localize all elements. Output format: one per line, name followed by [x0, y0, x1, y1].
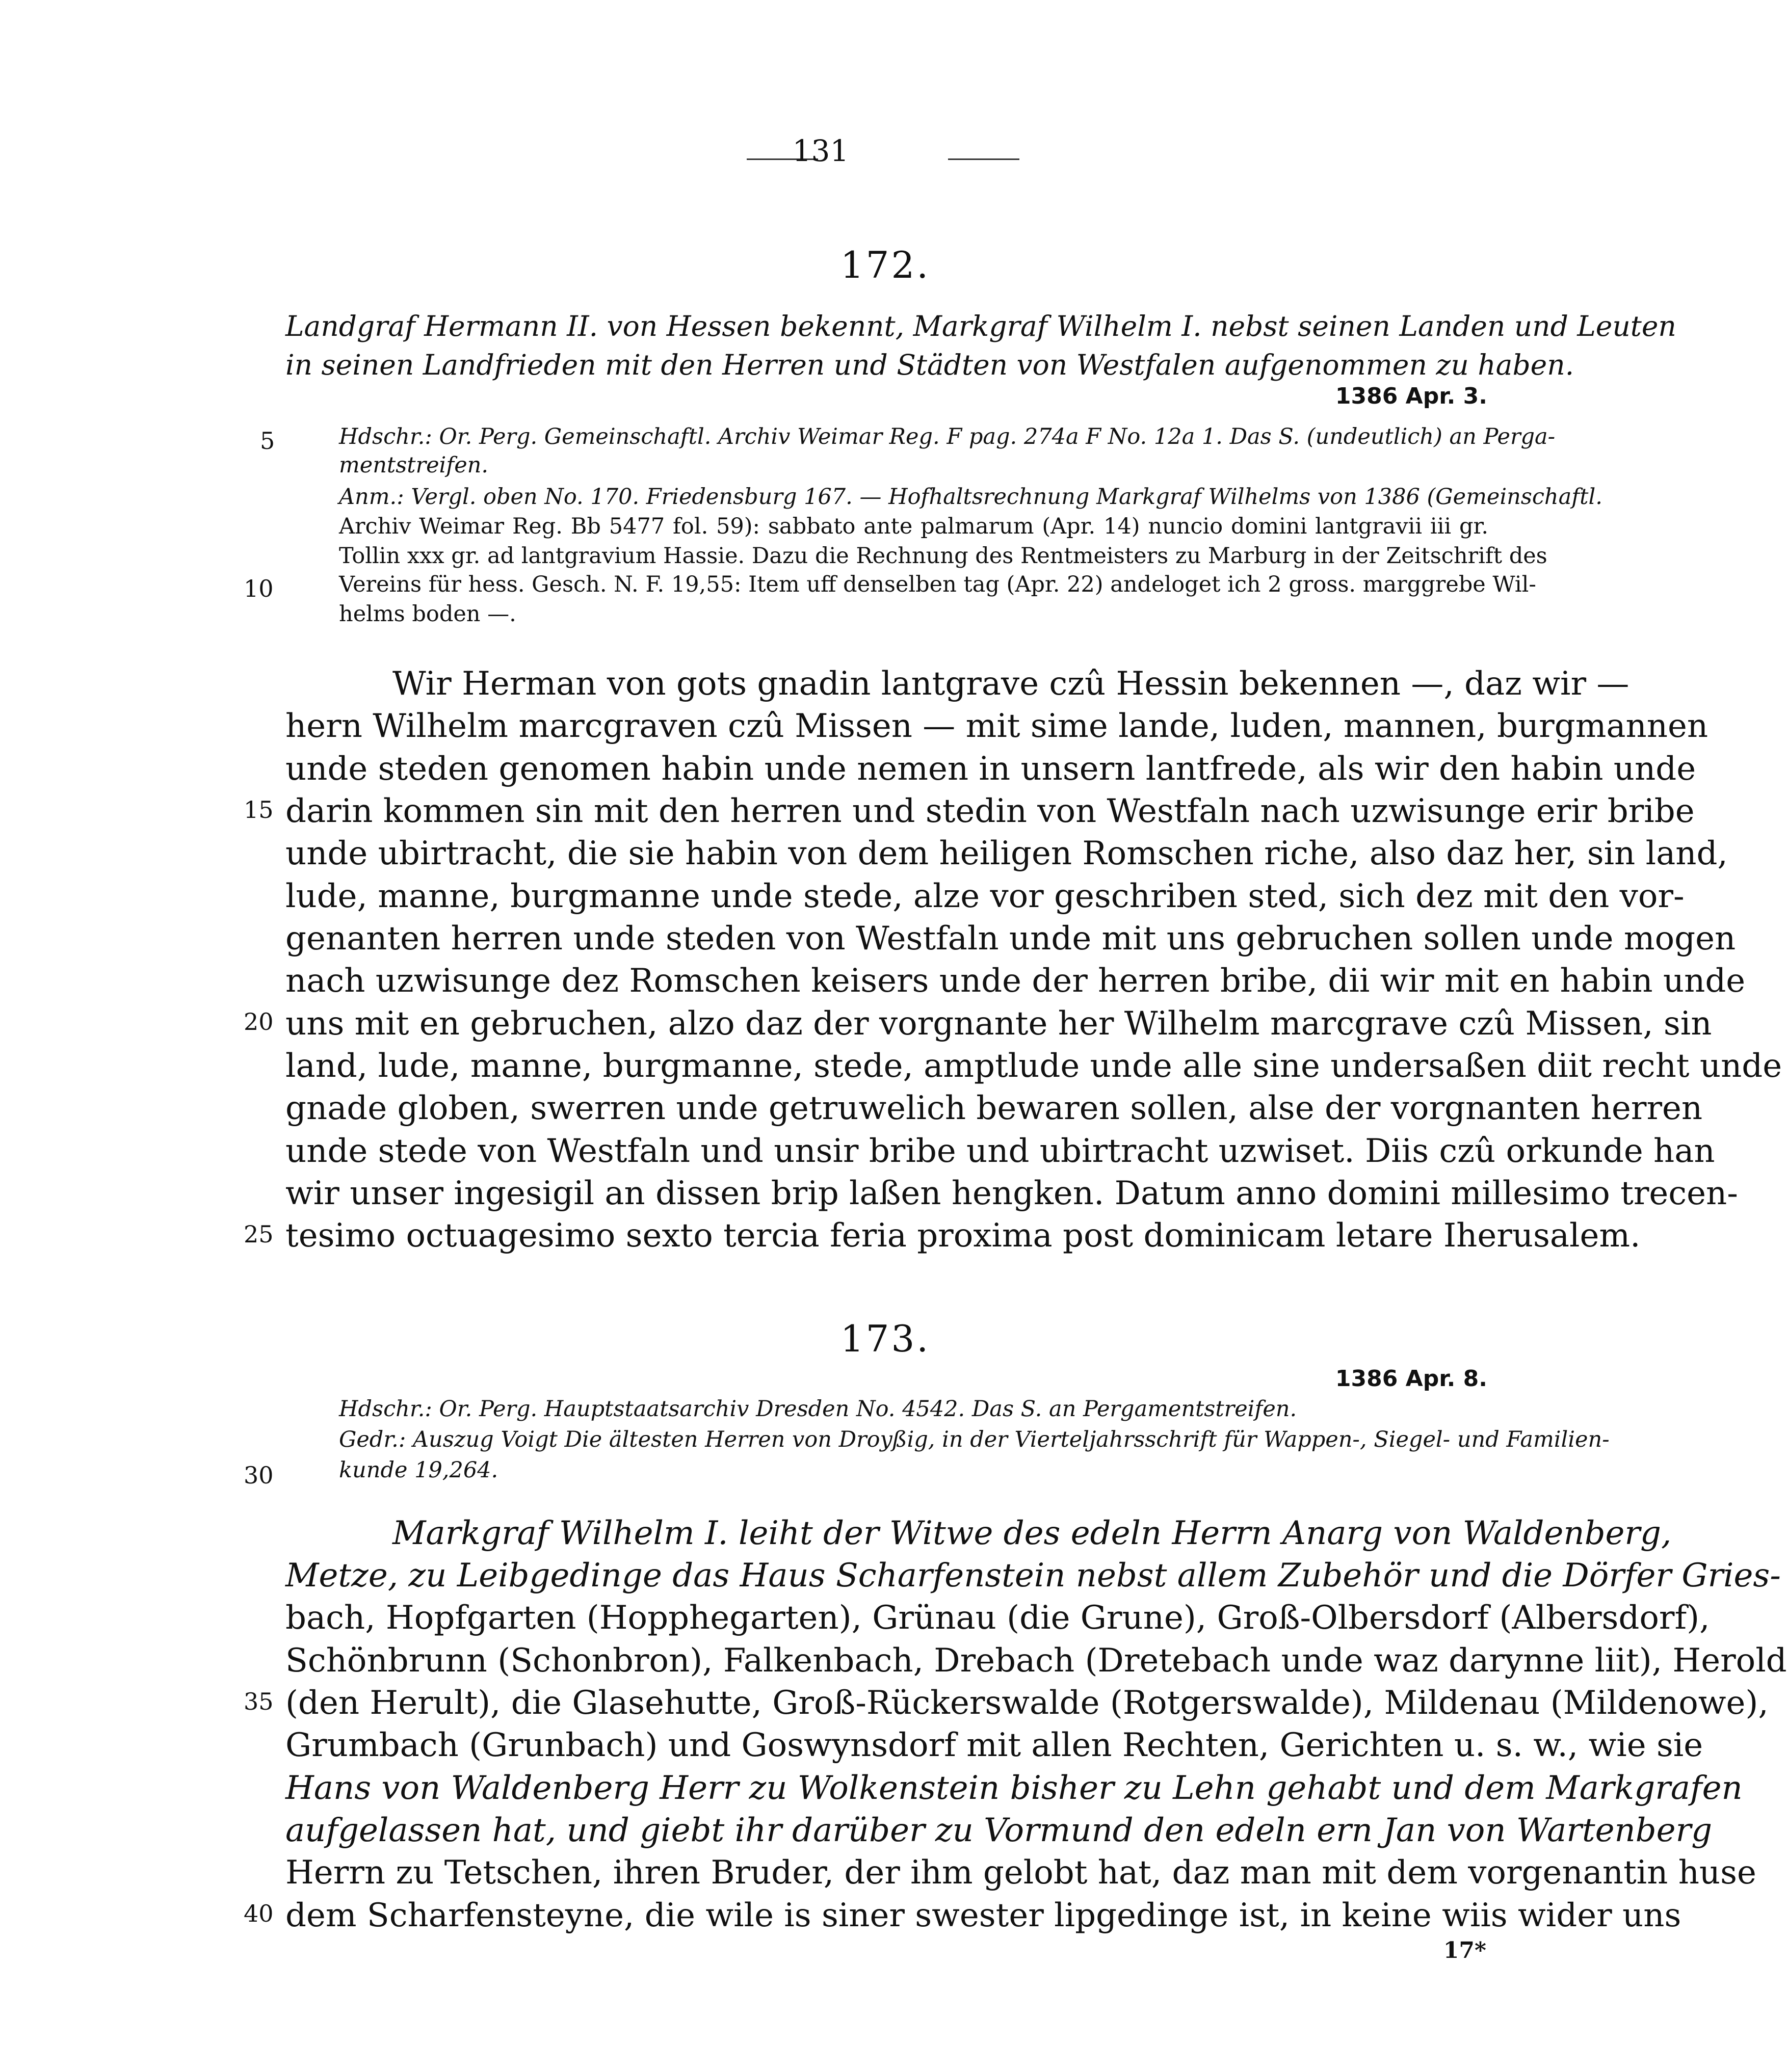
regest-text-line: (den Herult), die Glasehutte, Groß-Rückerswalde (Rotgerswalde), Mildenau (Mildenowe), [285, 1684, 1769, 1722]
text-line: unde ubirtracht, die sie habin von dem heiligen Romschen riche, also daz her, sin land, [285, 835, 1728, 872]
text-line: dem Scharfensteyne, die wile is siner swester lipgedinge ist, in keine wiis wider uns [285, 1897, 1681, 1934]
note-line: Anm.: Vergl. oben No. 170. Friedensburg 167. — Hofhaltsrechnung Markgraf Wilhelms von 1386 (Gemeinschaftl. [339, 484, 1602, 510]
regest-text-line: Schönbrunn (Schonbron), Falkenbach, Drebach (Dretebach unde waz darynne liit), Herold [285, 1642, 1787, 1680]
note-line: Vereins für hess. Gesch. N. F. 19,55: Item uff denselben tag (Apr. 22) andeloget ich 2 gross. marggrebe Wil- [339, 572, 1536, 597]
note-line: Tollin xxx gr. ad lantgravium Hassie. Dazu die Rechnung des Rentmeisters zu Marburg in der Zeitschrift des [339, 543, 1547, 569]
note-line: mentstreifen. [339, 453, 489, 478]
line-number: 40 [244, 1900, 274, 1927]
regest-line: Landgraf Hermann II. von Hessen bekennt, Markgraf Wilhelm I. nebst seinen Landen und Leuten [285, 310, 1676, 342]
document-date-173: 1386 Apr. 8. [1335, 1366, 1487, 1392]
text-line: Wir Herman von gots gnadin lantgrave czû Hessin bekennen —, daz wir — [392, 665, 1630, 703]
regest-text-line: Metze, zu Leibgedinge das Haus Scharfenstein nebst allem Zubehör und die Dörfer Gries- [285, 1557, 1781, 1595]
text-line: genanten herren unde steden von Westfaln unde mit uns gebruchen sollen unde mogen [285, 920, 1736, 958]
line-number: 20 [244, 1008, 274, 1035]
text-line: uns mit en gebruchen, alzo daz der vorgnante her Wilhelm marcgrave czû Missen, sin [285, 1005, 1712, 1043]
regest-text-line: Markgraf Wilhelm I. leiht der Witwe des edeln Herrn Anarg von Waldenberg, [392, 1515, 1672, 1552]
text-line: unde steden genomen habin unde nemen in unsern lantfrede, als wir den habin unde [285, 750, 1696, 788]
note-line: kunde 19,264. [339, 1457, 498, 1483]
regest-line: in seinen Landfrieden mit den Herren und Städten von Westfalen aufgenommen zu haben. [285, 349, 1574, 381]
text-line: gnade globen, swerren unde getruwelich bewaren sollen, alse der vorgnanten herren [285, 1090, 1703, 1127]
text-line: lude, manne, burgmanne unde stede, alze vor geschriben sted, sich dez mit den vor- [285, 878, 1685, 915]
line-number: 30 [244, 1462, 274, 1489]
line-number: 10 [244, 575, 274, 602]
note-line: Hdschr.: Or. Perg. Hauptstaatsarchiv Dresden No. 4542. Das S. an Pergamentstreifen. [339, 1396, 1297, 1422]
regest-text-line: Grumbach (Grunbach) und Goswynsdorf mit allen Rechten, Gerichten u. s. w., wie sie [285, 1726, 1703, 1764]
note-line: Archiv Weimar Reg. Bb 5477 fol. 59): sabbato ante palmarum (Apr. 14) nuncio domini lantgravii iii gr. [339, 514, 1488, 539]
document-number-172: 172. [840, 244, 931, 286]
line-number: 35 [244, 1688, 274, 1715]
regest-text-line: aufgelassen hat, und giebt ihr darüber zu Vormund den edeln ern Jan von Wartenberg [285, 1812, 1713, 1849]
line-number: 15 [244, 796, 274, 824]
note-line: Gedr.: Auszug Voigt Die ältesten Herren von Droyßig, in der Vierteljahrsschrift für Wappen-, Siegel- und Familien- [339, 1427, 1610, 1452]
text-line: nach uzwisunge dez Romschen keisers unde der herren bribe, dii wir mit en habin unde [285, 962, 1746, 1000]
document-date-172: 1386 Apr. 3. [1335, 383, 1487, 409]
page-number: 131 [792, 134, 849, 168]
text-line: unde stede von Westfaln und unsir bribe und ubirtracht uzwiset. Diis czû orkunde han [285, 1132, 1715, 1170]
header-rule-right [948, 158, 1019, 160]
signature-mark: 17* [1443, 1937, 1486, 1963]
line-number: 5 [260, 427, 275, 455]
text-line: hern Wilhelm marcgraven czû Missen — mit sime lande, luden, mannen, burgmannen [285, 707, 1709, 745]
note-line: Hdschr.: Or. Perg. Gemeinschaftl. Archiv Weimar Reg. F pag. 274a F No. 12a 1. Das S. (undeutlich) an Perga- [339, 424, 1556, 449]
text-line: Herrn zu Tetschen, ihren Bruder, der ihm gelobt hat, daz man mit dem vorgenantin huse [285, 1854, 1756, 1892]
note-line: helms boden —. [339, 601, 516, 627]
text-line: wir unser ingesigil an dissen brip laßen hengken. Datum anno domini millesimo trecen- [285, 1175, 1738, 1212]
line-number: 25 [244, 1220, 274, 1248]
document-number-173: 173. [840, 1317, 931, 1360]
regest-text-line: Hans von Waldenberg Herr zu Wolkenstein bisher zu Lehn gehabt und dem Markgrafen [285, 1769, 1743, 1807]
text-line: land, lude, manne, burgmanne, stede, amptlude unde alle sine undersaßen diit recht unde [285, 1047, 1782, 1085]
text-line: darin kommen sin mit den herren und stedin von Westfaln nach uzwisunge erir bribe [285, 792, 1695, 830]
regest-text-line: bach, Hopfgarten (Hopphegarten), Grünau (die Grune), Groß-Olbersdorf (Albersdorf), [285, 1599, 1710, 1637]
text-line: tesimo octuagesimo sexto tercia feria proxima post dominicam letare Iherusalem. [285, 1217, 1641, 1255]
